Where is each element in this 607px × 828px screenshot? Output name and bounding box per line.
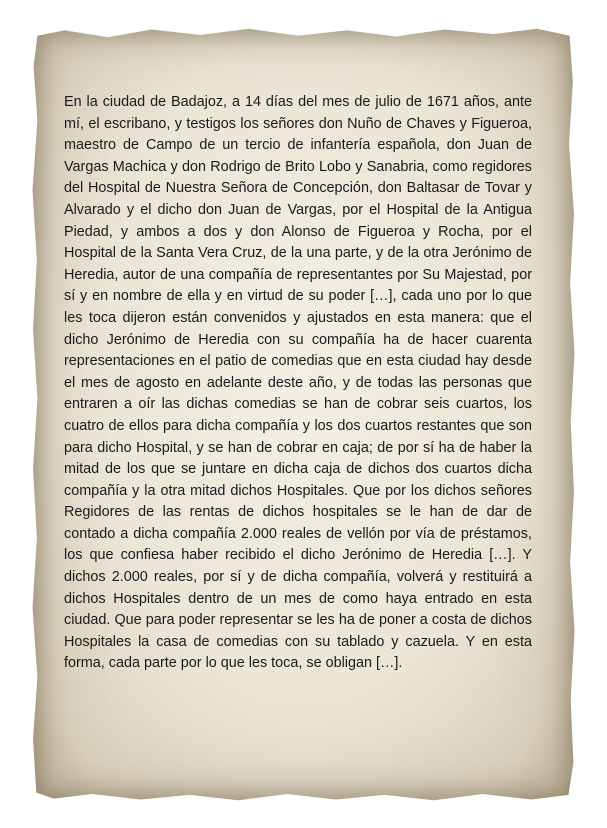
document-paragraph: En la ciudad de Badajoz, a 14 días del mes de julio de 1671 años, ante mí, el escribano, y testigos los señores don Nuño de Chaves y Figueroa, maestro de Campo de un tercio de infantería española, don Juan de Vargas Machica y don Rodrigo de Brito Lobo y Sanabria, como regidores del Hospital de Nuestra Señora de Concepción, don Baltasar de Tovar y Alvarado y el dicho don Juan de Vargas, por el Hospital de la Antigua Piedad, y ambos a dos y don Alonso de Figueroa y Rocha, por el Hospital de la Santa Vera Cruz, de la una parte, y de la otra Jerónimo de Heredia, autor de una compañía de representantes por Su Majestad, por sí y en nombre de ella y en virtud de su poder […], cada uno por lo que les toca dijeron están convenidos y ajustados en esta manera: que el dicho Jerónimo de Heredia con su compañía ha de hacer cuarenta representaciones en el patio de comedias que en esta ciudad hay desde el mes de agosto en adelante deste año, y de todas las personas que entraren a oír las dichas comedias se han de cobrar seis cuartos, los cuatro de ellos para dicha compañía y los dos cuartos restantes que son para dicho Hospital, y se han de cobrar en caja; de por sí ha de haber la mitad de los que se juntare en dicha caja de dichos dos cuartos dicha compañía y la otra mitad dichos Hospitales. Que por los dichos señores Regidores de las rentas de dichos hospitales se le han de dar de contado a dicha compañía 2.000 reales de vellón por vía de préstamos, los que confiesa haber recibido el dicho Jerónimo de Heredia […]. Y dichos 2.000 reales, por sí y de dicha compañía, volverá y restituirá a dichos Hospitales dentro de un mes de como haya entrado en esta ciudad. Que para poder representar se les ha de poner a costa de dichos Hospitales la casa de comedias con su tablado y cazuela. Y en esta forma, cada parte por lo que les toca, se obligan […]. xyxy=(64,94,532,672)
